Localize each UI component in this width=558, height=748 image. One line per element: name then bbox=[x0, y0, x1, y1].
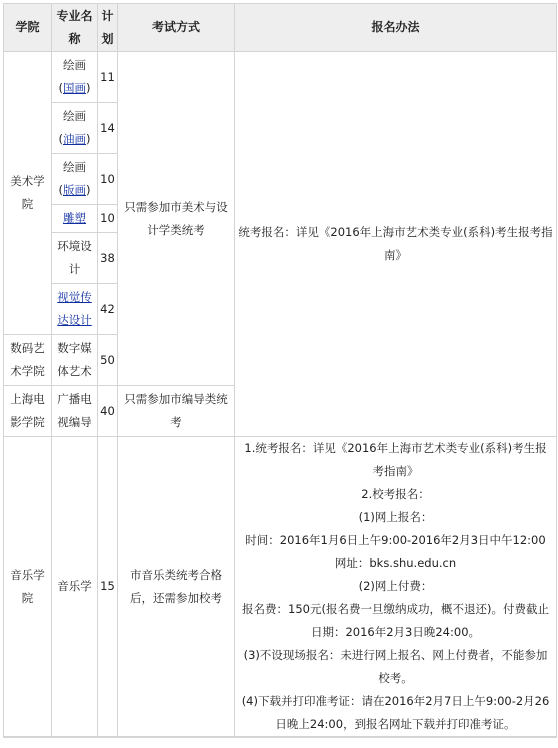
plan-cell: 11 bbox=[98, 52, 118, 103]
major-note-link[interactable]: 版画 bbox=[63, 183, 86, 197]
major-name: 绘画 bbox=[63, 109, 86, 123]
major-cell bbox=[52, 284, 98, 335]
plan-cell: 40 bbox=[98, 386, 118, 437]
header-row bbox=[4, 4, 557, 52]
truncated-row bbox=[4, 737, 557, 738]
major-cell bbox=[52, 154, 98, 205]
method-line: (1)网上报名： bbox=[358, 510, 433, 524]
header-plan: 计划 bbox=[98, 4, 118, 52]
method-line: 报名费：150元(报名费一旦缴纳成功，概不退还)。付费截止日期：2016年2月3日晚24:00。 bbox=[242, 602, 549, 639]
header-method: 报名办法 bbox=[235, 4, 557, 52]
exam-cell: 只需参加市编导类统考 bbox=[118, 386, 235, 437]
method-line: 2.校考报名： bbox=[361, 487, 430, 501]
major-cell bbox=[52, 205, 98, 233]
college-cell: 数码艺术学院 bbox=[4, 335, 52, 386]
admission-table bbox=[3, 3, 557, 738]
table-row bbox=[4, 437, 557, 737]
header-exam: 考试方式 bbox=[118, 4, 235, 52]
major-note-close: ) bbox=[86, 81, 91, 95]
plan-cell: 38 bbox=[98, 233, 118, 284]
plan-cell: 14 bbox=[98, 103, 118, 154]
exam-cell: 市音乐类统考合格后，还需参加校考 bbox=[118, 437, 235, 737]
major-cell: 环境设计 bbox=[52, 233, 98, 284]
method-line: 1.统考报名：详见《2016年上海市艺术类专业(系科)考生报考指南》 bbox=[244, 441, 547, 478]
major-cell bbox=[52, 103, 98, 154]
exam-cell: 只需参加市美术与设计学类统考 bbox=[118, 52, 235, 386]
method-line: 网址：bks.shu.edu.cn bbox=[334, 556, 457, 570]
method-cell bbox=[235, 437, 557, 737]
major-cell: 音乐学 bbox=[52, 437, 98, 737]
college-cell: 音乐学院 bbox=[4, 437, 52, 737]
college-cell: 上海电影学院 bbox=[4, 386, 52, 437]
method-line: 时间：2016年1月6日上午9:00-2016年2月3日中午12:00 bbox=[245, 533, 546, 547]
major-cell: 广播电视编导 bbox=[52, 386, 98, 437]
major-name: 绘画 bbox=[63, 160, 86, 174]
college-cell: 美术学院 bbox=[4, 52, 52, 335]
table-row bbox=[4, 52, 557, 103]
plan-cell: 10 bbox=[98, 205, 118, 233]
header-major: 专业名称 bbox=[52, 4, 98, 52]
major-note-close: ) bbox=[86, 183, 91, 197]
major-link[interactable]: 视觉传达设计 bbox=[57, 290, 92, 327]
major-name: 绘画 bbox=[63, 58, 86, 72]
plan-cell: 10 bbox=[98, 154, 118, 205]
major-note-link[interactable]: 国画 bbox=[63, 81, 86, 95]
header-college: 学院 bbox=[4, 4, 52, 52]
method-line: (3)不设现场报名：未进行网上报名、网上付费者，不能参加校考。 bbox=[243, 648, 548, 685]
method-cell: 统考报名：详见《2016年上海市艺术类专业(系科)考生报考指南》 bbox=[235, 52, 557, 437]
plan-cell: 42 bbox=[98, 284, 118, 335]
method-line: (4)下载并打印准考证：请在2016年2月7日上午9:00-2月26日晚上24:00，到报名网址下载并打印准考证。 bbox=[241, 694, 550, 731]
major-note-open: ( bbox=[58, 132, 63, 146]
major-cell: 数字媒体艺术 bbox=[52, 335, 98, 386]
method-line: (2)网上付费： bbox=[358, 579, 433, 593]
major-note-open: ( bbox=[58, 81, 63, 95]
major-link[interactable]: 雕塑 bbox=[63, 211, 86, 225]
plan-cell: 15 bbox=[98, 437, 118, 737]
major-note-close: ) bbox=[86, 132, 91, 146]
plan-cell: 50 bbox=[98, 335, 118, 386]
major-cell bbox=[52, 52, 98, 103]
major-note-link[interactable]: 油画 bbox=[63, 132, 86, 146]
major-note-open: ( bbox=[58, 183, 63, 197]
